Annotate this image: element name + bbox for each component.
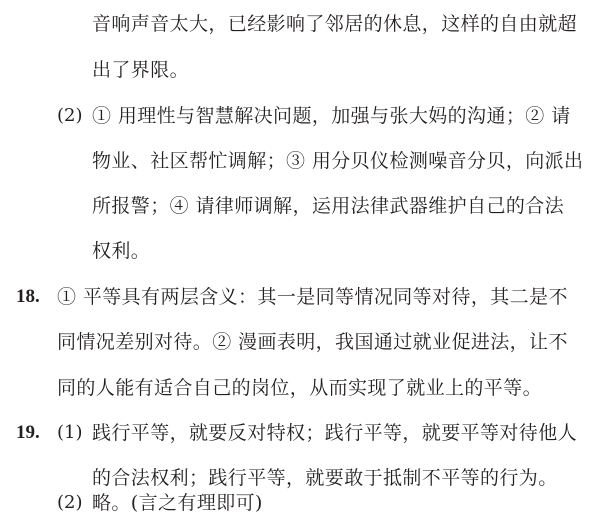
q17-part2-line-1: ① 用理性与智慧解决问题，加强与张大妈的沟通；② 请 <box>92 105 571 127</box>
q19-part2-label: (2) <box>57 492 83 513</box>
q17-part2-line-4: 权利。 <box>92 240 151 262</box>
q19-number: 19. <box>16 422 40 443</box>
q18-number: 18. <box>16 286 40 307</box>
q17-cont-line-2: 出了界限。 <box>92 59 190 81</box>
q17-part2-line-3: 所报警；④ 请律师调解，运用法律武器维护自己的合法 <box>92 195 565 217</box>
q18-line-1: ① 平等具有两层含义：其一是同等情况同等对待，其二是不 <box>57 286 568 308</box>
q19-part1-label: (1) <box>57 422 83 443</box>
q17-part2-line-2: 物业、社区帮忙调解；③ 用分贝仪检测噪音分贝，向派出 <box>92 150 584 172</box>
q19-part1-line-2: 的合法权利；践行平等，就要敢于抵制不平等的行为。 <box>92 467 558 489</box>
q17-part2-label: (2) <box>57 105 83 126</box>
q18-line-3: 同的人能有适合自己的岗位，从而实现了就业上的平等。 <box>57 377 543 399</box>
q17-cont-line-1: 音响声音太大，已经影响了邻居的休息，这样的自由就超 <box>92 13 578 35</box>
q18-line-2: 同情况差别对待。② 漫画表明，我国通过就业促进法，让不 <box>57 331 568 353</box>
q19-part2-text: 略。(言之有理即可) <box>92 492 263 514</box>
q19-part1-line-1: 践行平等，就要反对特权；践行平等，就要平等对待他人 <box>92 422 578 444</box>
